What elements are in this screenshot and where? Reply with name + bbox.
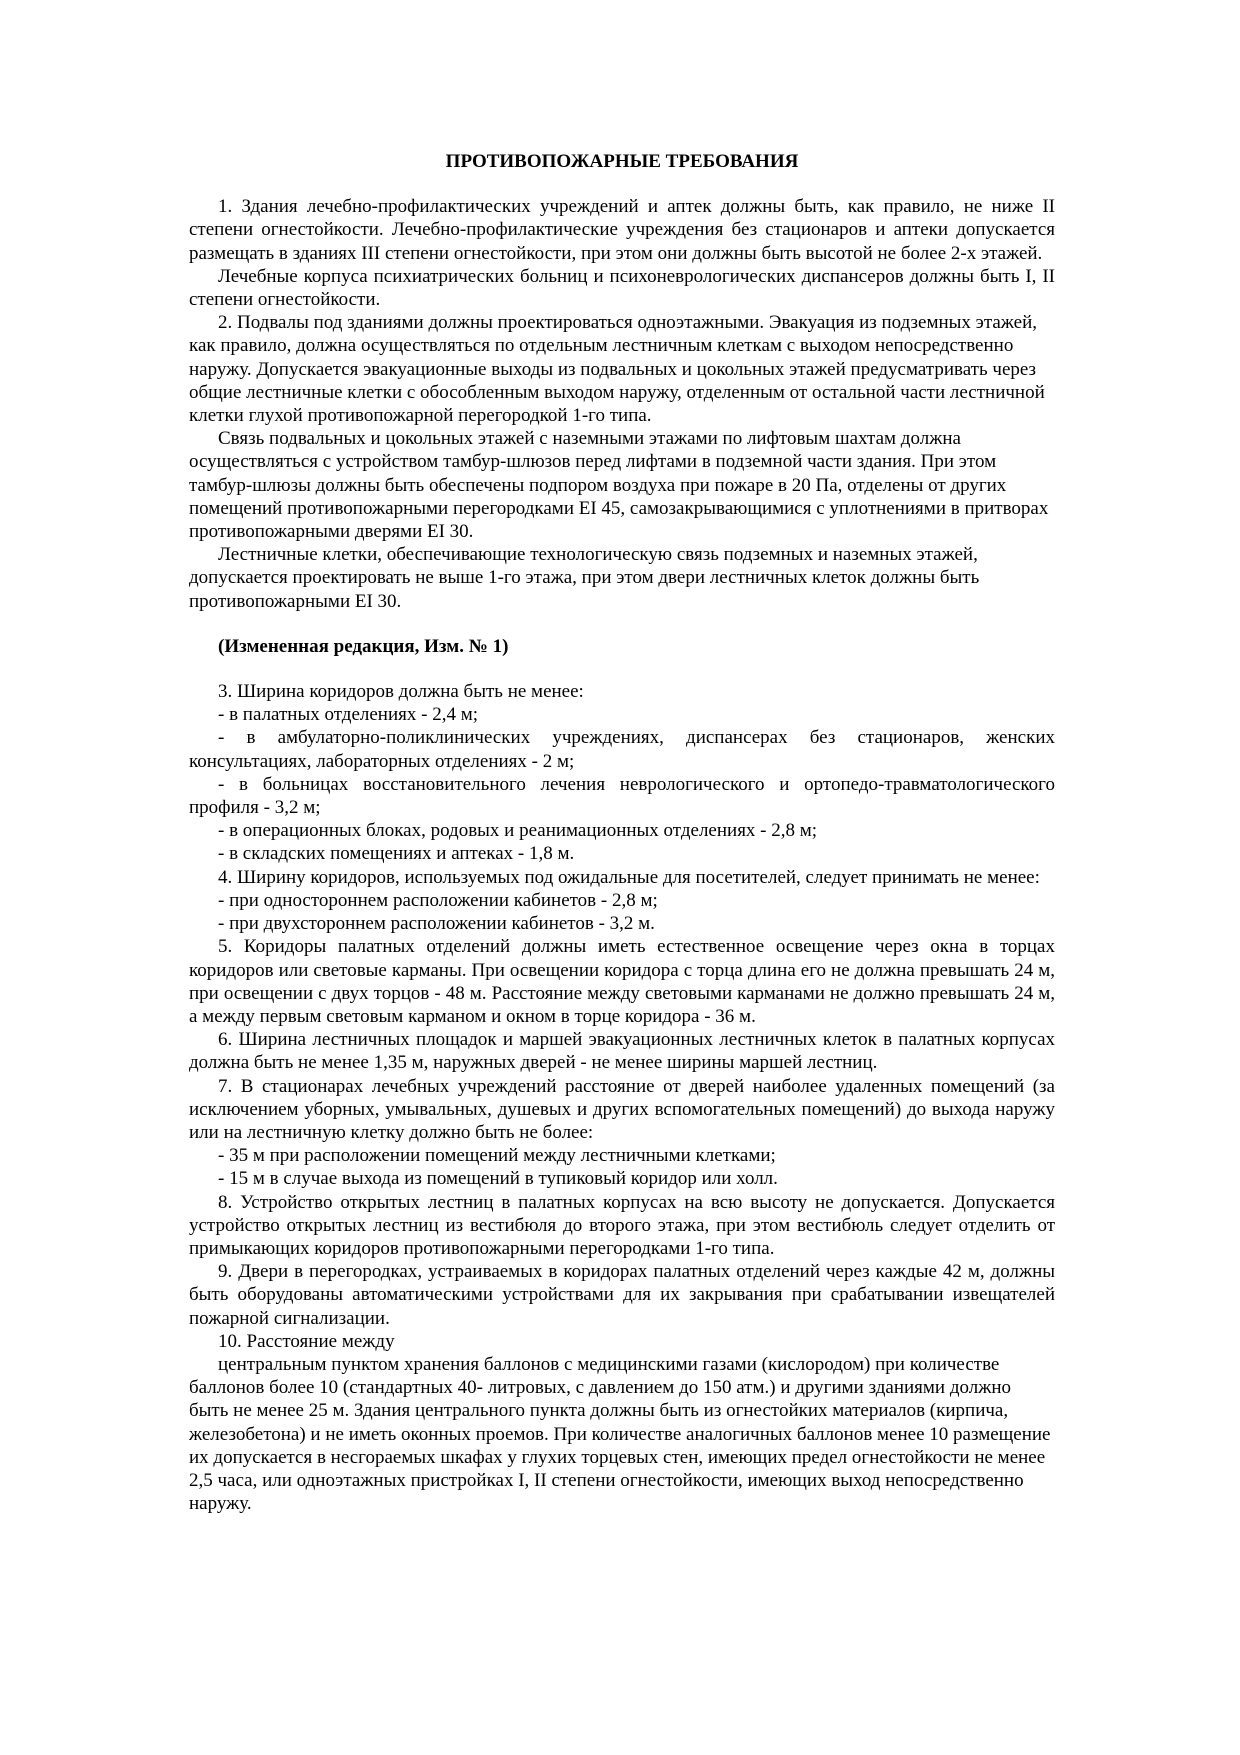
paragraph-4-waiting-corridors: 4. Ширину коридоров, используемых под ожидальные для посетителей, следует принимать не менее: — [218, 866, 1040, 888]
document-page — [189, 150, 1055, 1515]
paragraph-1: 1. Здания лечебно-профилактических учреждений и аптек должны быть, как правило, не ниже II степени огнестойкости. Лечебно-профилактические учреждения без стационаров и аптеки допускается размещать в зданиях III степени огнестойкости, при этом они должны быть высотой не более 2-х этажей. — [189, 196, 1055, 264]
paragraph-gas-storage: центральным пунктом хранения баллонов с медицинскими газами (кислородом) при количестве баллонов более 10 (стандартных 40- литровых, с давлением до 150 атм.) и другими зданиями должно быть не менее 25 м. Здания центрального пункта должны быть из огнестойких материалов (кирпича, железобетона) и не иметь оконных проемов. При количестве аналогичных баллонов менее 10 размещение их допускается в несгораемых шкафах у глухих торцевых стен, имеющих предел огнестойкости не менее 2,5 часа, или одноэтажных пристройках I, II степени огнестойкости, имеющих выход непосредственно наружу. — [189, 1353, 1051, 1515]
list-item-one-sided: - при одностороннем расположении кабинетов - 2,8 м; — [218, 889, 658, 911]
document-title: ПРОТИВОПОЖАРНЫЕ ТРЕБОВАНИЯ — [445, 151, 799, 172]
list-item-rehab: - в больницах восстановительного лечения неврологического и ортопедо-травматологического профиля - 3,2 м; — [189, 773, 1055, 819]
list-item-wards: - в палатных отделениях - 2,4 м; — [218, 704, 478, 726]
paragraph-10-distance: 10. Расстояние между — [218, 1330, 395, 1352]
list-item-operating: - в операционных блоках, родовых и реанимационных отделениях - 2,8 м; — [218, 820, 818, 842]
paragraph-8-open-stairs: 8. Устройство открытых лестниц в палатных корпусах на всю высоту не допускается. Допускается устройство открытых лестниц из вестибюля до второго этажа, при этом вестибюль следует отделить от примыкающих коридоров противопожарными перегородками 1-го типа. — [189, 1191, 1055, 1259]
paragraph-9-doors: 9. Двери в перегородках, устраиваемых в коридорах палатных отделений через каждые 42 м, должны быть оборудованы автоматическими устройствами для их закрывания при срабатывании извещателей пожарной сигнализации. — [189, 1261, 1055, 1329]
paragraph-psychiatric: Лечебные корпуса психиатрических больниц и психоневрологических диспансеров должны быть I, II степени огнестойкости. — [189, 265, 1055, 311]
amendment-note: (Измененная редакция, Изм. № 1) — [218, 635, 509, 657]
paragraph-7-evacuation-distance: 7. В стационарах лечебных учреждений расстояние от дверей наиболее удаленных помещений (за исключением уборных, умывальных, душевых и других вспомогательных помещений) до выхода наружу или на лестничную клетку должно быть не более: — [189, 1075, 1055, 1143]
list-item-35m: - 35 м при расположении помещений между лестничными клетками; — [218, 1145, 776, 1167]
list-item-two-sided: - при двухстороннем расположении кабинетов - 3,2 м. — [218, 913, 655, 935]
paragraph-3-corridor-width: 3. Ширина коридоров должна быть не менее: — [218, 681, 584, 703]
section-corridors — [189, 680, 1055, 1515]
paragraph-5-lighting: 5. Коридоры палатных отделений должны иметь естественное освещение через окна в торцах коридоров или световые карманы. При освещении коридора с торца длина его не должна превышать 24 м, при освещении с двух торцов - 48 м. Расстояние между световыми карманами не должно превышать 24 м, а между первым световым карманом и окном в торце коридора - 36 м. — [189, 936, 1055, 1027]
section-fire-resistance — [189, 195, 1055, 613]
paragraph-elevator-link: Связь подвальных и цокольных этажей с наземными этажами по лифтовым шахтам должна осуществляться с устройством тамбур-шлюзов перед лифтами в подземной части здания. При этом тамбур-шлюзы должны быть обеспечены подпором воздуха при пожаре в 20 Па, отделены от других помещений противопожарными перегородками EI 45, самозакрывающимися с уплотнениями в притворах противопожарными дверями EI 30. — [189, 428, 1049, 543]
list-item-storage: - в складских помещениях и аптеках - 1,8 м. — [218, 843, 575, 865]
list-item-outpatient: - в амбулаторно-поликлинических учреждениях, диспансерах без стационаров, женских консультациях, лабораторных отделениях - 2 м; — [189, 727, 1055, 772]
paragraph-2-basements: 2. Подвалы под зданиями должны проектироваться одноэтажными. Эвакуация из подземных этажей, как правило, должна осуществляться по отдельным лестничным клеткам с выходом непосредственно наружу. Допускается эвакуационные выходы из подвальных и цокольных этажей предусматривать через общие лестничные клетки с обособленным выходом наружу, отделенным от остальной части лестничной клетки глухой противопожарной перегородкой 1-го типа. — [189, 312, 1045, 427]
paragraph-stairwells: Лестничные клетки, обеспечивающие технологическую связь подземных и наземных этажей, допускается проектировать не выше 1-го этажа, при этом двери лестничных клеток должны быть противопожарными EI 30. — [189, 544, 980, 612]
list-item-15m: - 15 м в случае выхода из помещений в тупиковый коридор или холл. — [218, 1168, 778, 1190]
paragraph-6-stair-landings: 6. Ширина лестничных площадок и маршей эвакуационных лестничных клеток в палатных корпусах должна быть не менее 1,35 м, наружных дверей - не менее ширины маршей лестниц. — [189, 1029, 1055, 1074]
